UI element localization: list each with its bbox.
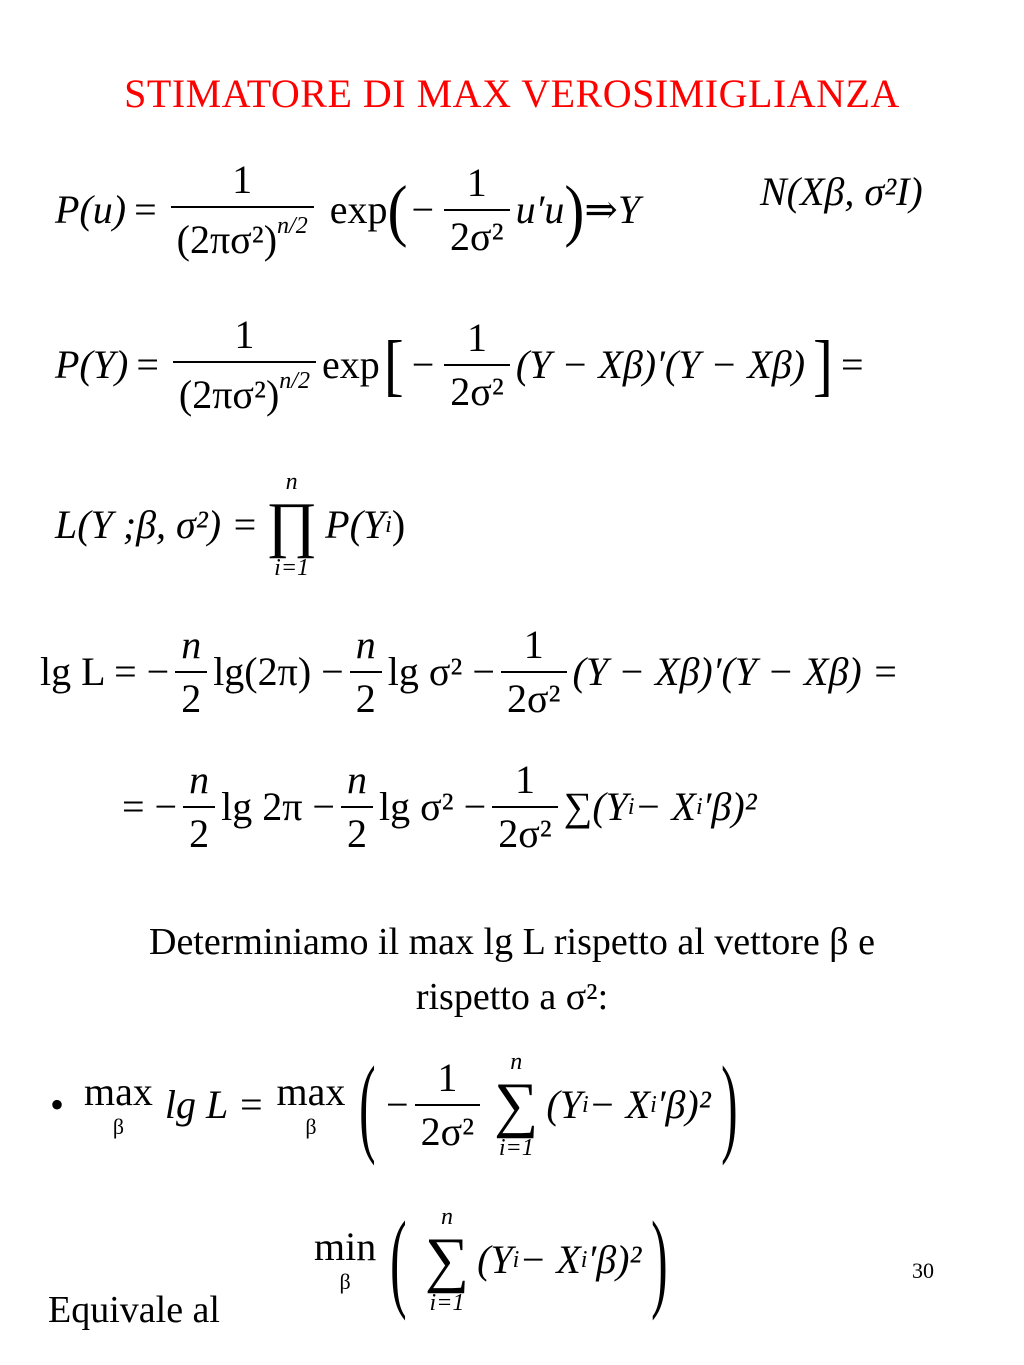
eq2-exp: exp [321,342,380,387]
eq1-distribution [760,169,923,214]
sum-operator: n ∑ i=1 [494,1049,539,1161]
eq1-den: (2πσ²) [176,217,278,262]
eq2-fraction [173,312,316,417]
prod-bottom: i=1 [274,555,310,581]
eq1-fraction [171,157,314,262]
eq1-inner: u′u [515,187,565,232]
prod-top: n [285,469,298,495]
eq5-t2: lg σ² − [379,784,487,829]
equation-1: P(u) = $\frac{1}{(2\pi\sigma^2)^{n/2}}$ exp ( − $\frac{1}{\text{2σ²}}$ u′u ) ⇒ Y [55,157,641,262]
eq1-implies: ⇒ [584,187,618,232]
eq4-t3: (Y − Xβ)′(Y − Xβ) = [572,649,899,694]
equation-3 [55,470,405,580]
eq2-num: 1 [234,312,255,357]
sum-operator-2: n ∑ i=1 [424,1204,470,1316]
equation-2: P(Y) = $\frac{1}{(2\pi\sigma^2)^{n/2}}$ exp [ − $\frac{1}{\text{2σ²}}$ (Y − Xβ)′(Y − Xβ) ] = [55,312,864,417]
eq3-rhs: P(Y [325,502,386,547]
eq1-inner-den: 2σ² [444,209,510,257]
eq5-lhs: = − [122,784,178,829]
eq5-t3: ∑(Y [563,784,628,829]
body-text-line-2: rispetto a σ²: [415,976,609,1018]
eq1-inner-fraction [444,160,510,259]
body-text-line-1: Determiniamo il max lg L rispetto al vettore β e [149,921,875,963]
eq2-lhs: P(Y) [55,342,129,387]
eq3-rhs-sub: i [385,512,392,538]
equation-7: min β ( n ∑ i=1 (Y i − X i ′β)² ) [314,1199,668,1321]
eq2-inner-fraction [444,315,510,414]
equation-4: lg L = − $\frac{n}{2}$ lg(2π) − $\frac{n}{2}$ lg σ² − $\frac{1}{\text{2σ²}}$ (Y − Xβ)′(Y − Xβ) = [40,622,899,721]
page-number: 30 [912,1258,934,1283]
eq2-den: (2πσ²) [178,372,280,417]
eq4-t1: lg(2π) − [213,649,344,694]
eq2-inner: (Y − Xβ)′(Y − Xβ) [515,342,806,387]
bullet: • [50,1082,65,1127]
eq4-lhs: lg L = − [40,649,170,694]
eq1-lhs: P(u) [55,187,127,232]
eq3-lhs: L(Y ;β, σ²) = [55,502,259,547]
eq2-den-exp: n/2 [279,368,310,394]
eq1-exp: exp [329,187,388,232]
equation-6: • max β lg L = max β ( − $\frac{1}{\text{2σ²}}$ n ∑ i=1 (Y i − X i ′β)² ) [50,1044,738,1166]
eq2-trail: = [841,342,864,387]
eq1-rhs: Y [617,187,641,232]
eq3-rhs-close: ) [391,502,406,547]
equivale-text: Equivale al [48,1289,220,1331]
eq1-inner-num: 1 [466,160,487,205]
eq1-dist: N(Xβ, σ²I) [760,169,923,214]
eq1-num: 1 [232,157,253,202]
eq2-inner-num: 1 [467,315,488,360]
slide-title: STIMATORE DI MAX VEROSIMIGLIANZA [124,71,900,116]
eq5-t1: lg 2π − [221,784,335,829]
eq1-den-exp: n/2 [277,213,308,239]
product-operator: n ∏ i=1 [266,469,318,581]
eq4-t2: lg σ² − [387,649,495,694]
equation-5: = − $\frac{n}{2}$ lg 2π − $\frac{n}{2}$ lg σ² − $\frac{1}{\text{2σ²}}$ ∑(Y i − X i ′β)² [122,757,757,856]
eq2-inner-den: 2σ² [444,364,510,412]
eq6-mid: lg L = [164,1082,265,1127]
